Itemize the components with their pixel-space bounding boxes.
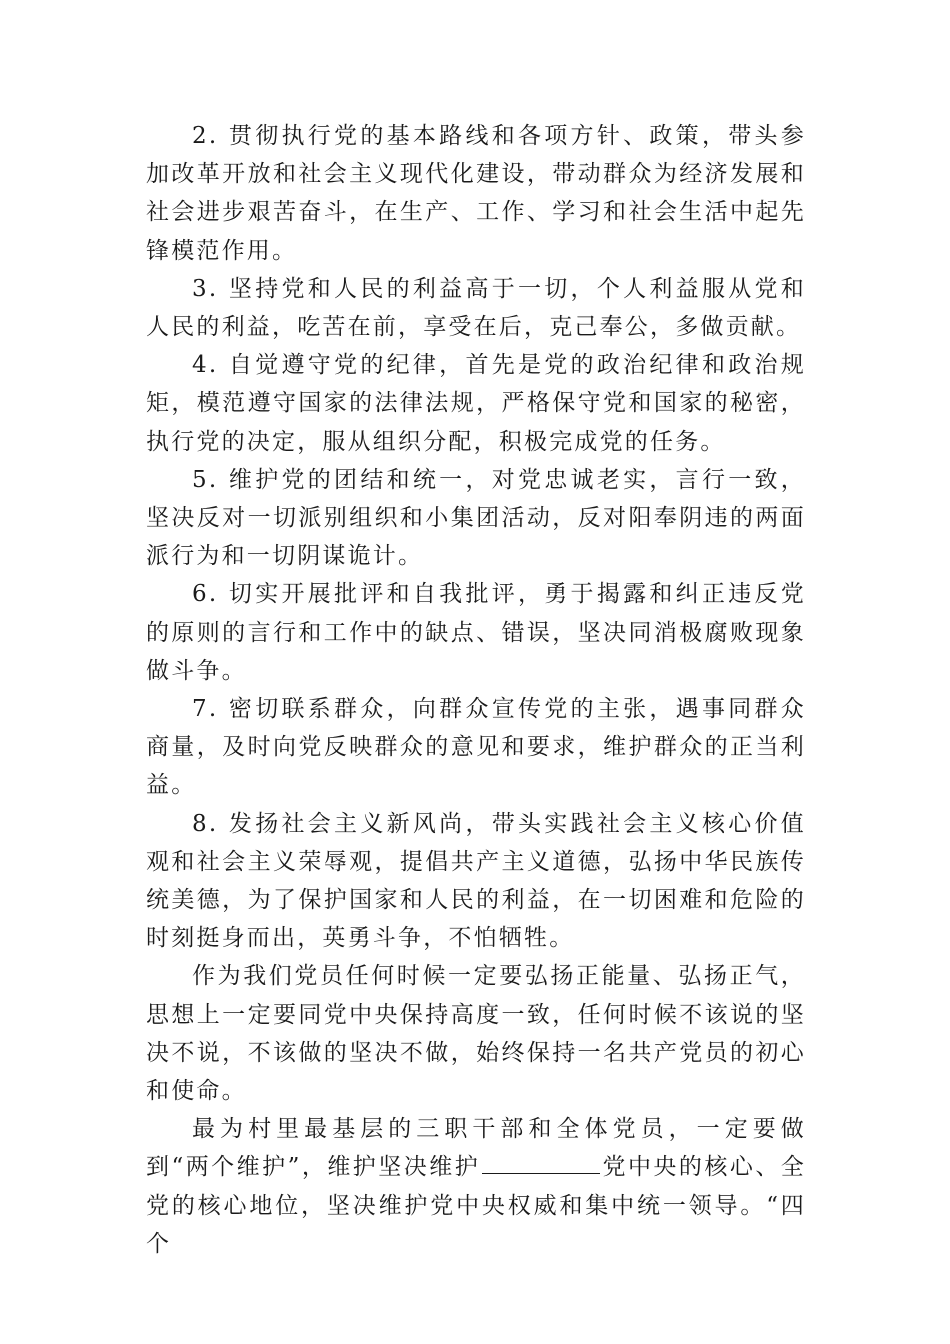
paragraph-text-before-blank: 最为村里最基层的三职干部和全体党员，一定要做到“两个维护”，维护坚决维护	[146, 1116, 806, 1181]
paragraph-item-2: 2. 贯彻执行党的基本路线和各项方针、政策，带头参加改革开放和社会主义现代化建设，带动群众为经济发展和社会进步艰苦奋斗，在生产、工作、学习和社会生活中起先锋模范作用。	[146, 123, 806, 264]
paragraph-item-3: 3. 坚持党和人民的利益高于一切，个人利益服从党和人民的利益，吃苦在前，享受在后，克己奉公，多做贡献。	[146, 275, 806, 341]
fill-in-blank	[482, 1153, 600, 1174]
paragraph-party-member-duty: 作为我们党员任何时候一定要弘扬正能量、弘扬正气，思想上一定要同党中央保持高度一致，任何时候不该说的坚决不说，不该做的坚决不做，始终保持一名共产党员的初心和使命。	[146, 963, 806, 1105]
paragraph-text-after-blank: 党中央的核心、全党的核心地位，坚决维护党中央权威和集中统一领导。“四个	[146, 1154, 806, 1257]
paragraph-item-5: 5. 维护党的团结和统一，对党忠诚老实，言行一致，坚决反对一切派别组织和小集团活动，反对阳奉阴违的两面派行为和一切阴谋诡计。	[146, 466, 806, 570]
document-body	[146, 117, 806, 1263]
paragraph-item-8: 8. 发扬社会主义新风尚，带头实践社会主义核心价值观和社会主义荣辱观，提倡共产主义道德，弘扬中华民族传统美德，为了保护国家和人民的利益，在一切困难和危险的时刻挺身而出，英勇斗争，不怕牺牲。	[146, 810, 806, 952]
paragraph-two-safeguards	[146, 1110, 806, 1263]
paragraph-item-7: 7. 密切联系群众，向群众宣传党的主张，遇事同群众商量，及时向党反映群众的意见和要求，维护群众的正当利益。	[146, 696, 806, 799]
paragraph-item-4: 4. 自觉遵守党的纪律，首先是党的政治纪律和政治规矩，模范遵守国家的法律法规，严格保守党和国家的秘密，执行党的决定，服从组织分配，积极完成党的任务。	[146, 352, 806, 455]
paragraph-item-6: 6. 切实开展批评和自我批评，勇于揭露和纠正违反党的原则的言行和工作中的缺点、错误，坚决同消极腐败现象做斗争。	[146, 581, 806, 684]
